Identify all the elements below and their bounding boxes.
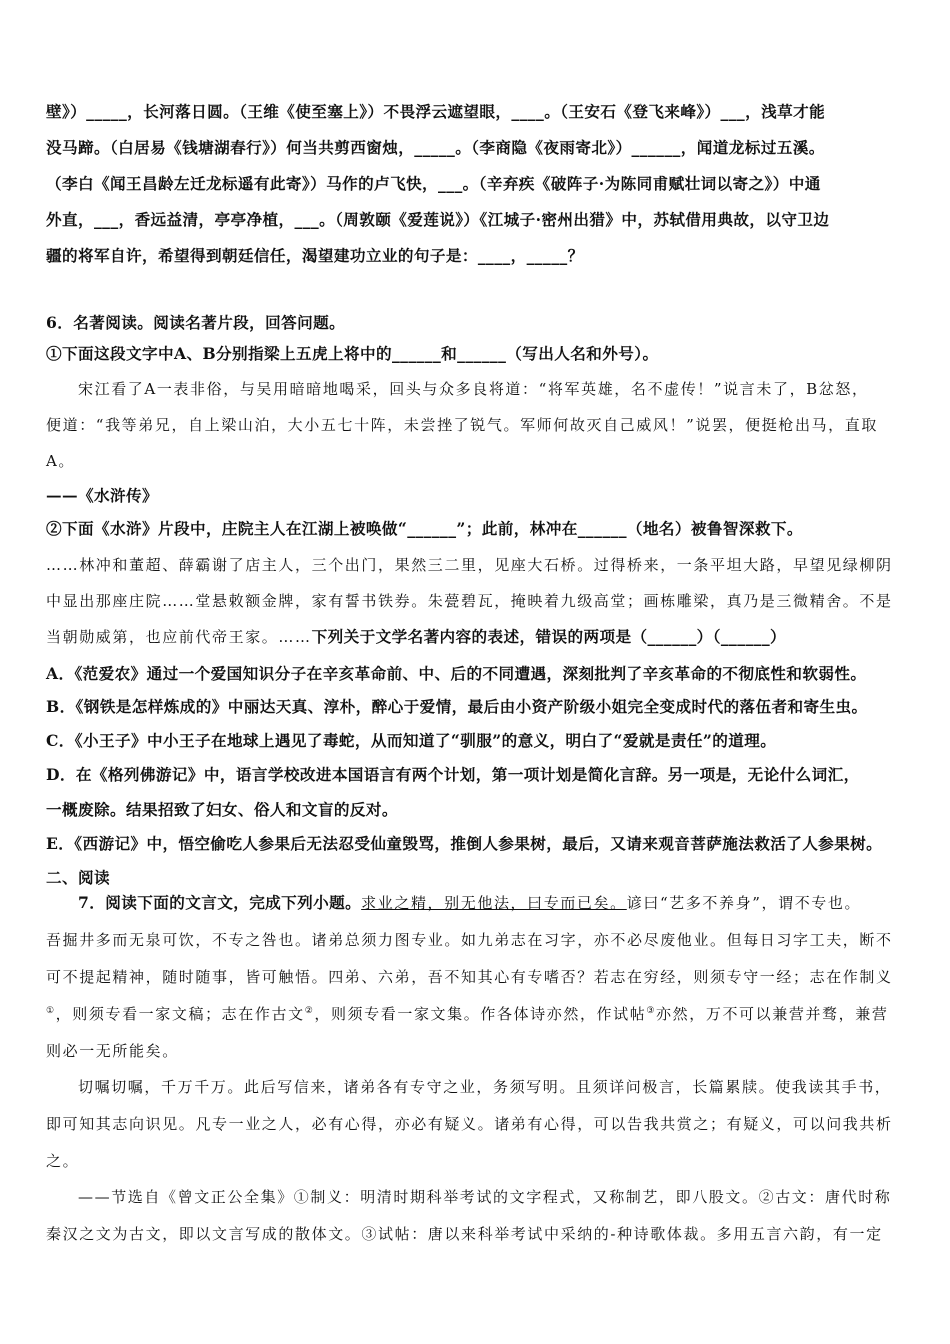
question-7-underlined: 求业之精，别无他法，曰专而已矣。 [361, 894, 627, 912]
passage-2-line-1: ……林冲和董超、薛霸谢了店主人，三个出门，果然三二里，见座大石桥。过得桥来，一条平坦大路，早望见绿柳阴 [46, 556, 893, 574]
classical-p1-line-5: 则必一无所能矣。 [46, 1042, 179, 1060]
question-6-sub-2: ②下面《水浒》片段中，庄院主人在江湖上被唤做“______”；此前，林冲在______（地名）被鲁智深救下。 [46, 519, 803, 538]
option-c: C．《小王子》中小王子在地球上遇见了毒蛇，从而知道了“驯服”的意义，明白了“爱就是责任”的道理。 [46, 731, 777, 750]
poem-fill-line-5: 疆的将军自许，希望得到朝廷信任，渴望建功立业的句子是：____，_____？ [46, 246, 584, 265]
poem-fill-line-3: （李白《闻王昌龄左迁龙标遥有此寄》）马作的卢飞快，___。（辛弃疾《破阵子·为陈同甫赋壮词以寄之》）中通 [46, 174, 821, 193]
question-7-rest: 谚曰“艺多不养身”，谓不专也。 [626, 894, 862, 912]
question-6-sub-1: ①下面这段文字中A、B分别指梁上五虎上将中的______和______（写出人名和外号）。 [46, 344, 659, 363]
passage-1-line-2: 便道：“我等弟兄，自上梁山泊，大小五七十阵，未尝挫了锐气。军师何故灭自己威风！”说罢，便挺枪出马，直取 [46, 416, 878, 434]
classical-p1-line-4c: 亦然，万不可以兼营并骛，兼营 [656, 1005, 889, 1023]
footnote-3-marker: ③ [646, 1006, 657, 1016]
question-7-line-1 [78, 893, 906, 913]
question-6-title: 6．名著阅读。阅读名著片段，回答问题。 [46, 313, 346, 332]
classical-p1-line-2: 吾掘井多而无泉可饮，不专之咎也。诸弟总须力图专业。如九弟志在习字，亦不必尽废他业。但每日习字工夫，断不 [46, 931, 893, 949]
passage-2-line-3 [46, 627, 906, 647]
passage-2-line-2: 中显出那座庄院……堂悬敕额金牌，家有誓书铁券。朱甍碧瓦，掩映着九级高堂；画栋雕梁，真乃是三微精舍。不是 [46, 592, 893, 610]
poem-fill-line-2: 没马蹄。（白居易《钱塘湖春行》）何当共剪西窗烛，_____。（李商隐《夜雨寄北》）______，闻道龙标过五溪。 [46, 138, 825, 157]
classical-p2-line-3: 之。 [46, 1152, 80, 1170]
classical-p2-line-2: 即可知其志向识见。凡专一业之人，必有心得，亦必有疑义。诸弟有心得，可以告我共赏之；有疑义，可以问我共析 [46, 1115, 893, 1133]
classical-p2-line-1: 切嘱切嘱，千万千万。此后写信来，诸弟各有专守之业，务须写明。且须详问极言，长篇累牍。使我读其手书， [78, 1078, 892, 1096]
option-e: E．《西游记》中，悟空偷吃人参果后无法忍受仙童毁骂，推倒人参果树，最后，又请来观音菩萨施法救活了人参果树。 [46, 834, 883, 853]
notes-line-1: ——节选自《曾文正公全集》①制义：明清时期科举考试的文字程式，又称制艺，即八股文。②古文：唐代时称 [78, 1188, 892, 1206]
option-d-line-2: 一概废除。结果招致了妇女、俗人和文盲的反对。 [46, 800, 398, 819]
passage-1-line-1: 宋江看了A一表非俗，与吴用暗暗地喝采，回头与众多良将道：“将军英雄，名不虚传！”说言未了，B忿怒， [78, 380, 869, 398]
classical-p1-line-4 [46, 1004, 906, 1024]
option-b: B．《钢铁是怎样炼成的》中丽达天真、淳朴，醉心于爱情，最后由小资产阶级小姐完全变成时代的落伍者和寄生虫。 [46, 697, 868, 716]
option-a: A．《范爱农》通过一个爱国知识分子在辛亥革命前、中、后的不同遭遇，深刻批判了辛亥革命的不彻底性和软弱性。 [46, 664, 867, 683]
footnote-2-marker: ② [304, 1006, 315, 1016]
poem-fill-line-1: 壁》）_____，长河落日圆。（王维《使至塞上》）不畏浮云遮望眼，____。（王安石《登飞来峰》）___，浅草才能 [46, 102, 826, 121]
notes-line-2: 秦汉之文为古文，即以文言写成的散体文。③试帖：唐以来科举考试中采纳的-种诗歌体裁。多用五言六韵，有一定 [46, 1225, 883, 1243]
option-d-line-1: D．在《格列佛游记》中，语言学校改进本国语言有两个计划，第一项计划是简化言辞。另一项是，无论什么词汇， [46, 765, 860, 784]
footnote-1-marker: ① [46, 1006, 56, 1016]
passage-1-line-3: A。 [46, 452, 76, 470]
classical-p1-line-3: 可不提起精神，随时随事，皆可触悟。四弟、六弟，吾不知其心有专嗜否？若志在穷经，则须专守一经；志在作制义 [46, 968, 893, 986]
passage-2-line-3-text: 当朝勋威第，也应前代帝王家。…… [46, 628, 312, 646]
section-heading: 二、阅读 [46, 868, 110, 887]
passage-1-source: ——《水浒传》 [46, 486, 158, 505]
classical-p1-line-4b: ，则须专看一家文集。作各体诗亦然，作试帖 [314, 1005, 647, 1023]
question-7-prefix: 7．阅读下面的文言文，完成下列小题。 [78, 893, 362, 912]
classical-p1-line-4a: ，则须专看一家文稿；志在作古文 [55, 1005, 305, 1023]
poem-fill-line-4: 外直，___，香远益清，亭亭净植，___。（周敦颐《爱莲说》）《江城子·密州出猎》中，苏轼借用典故，以守卫边 [46, 210, 830, 229]
question-6-sub-3: 下列关于文学名著内容的表述，错误的两项是（______）（______） [311, 627, 787, 646]
